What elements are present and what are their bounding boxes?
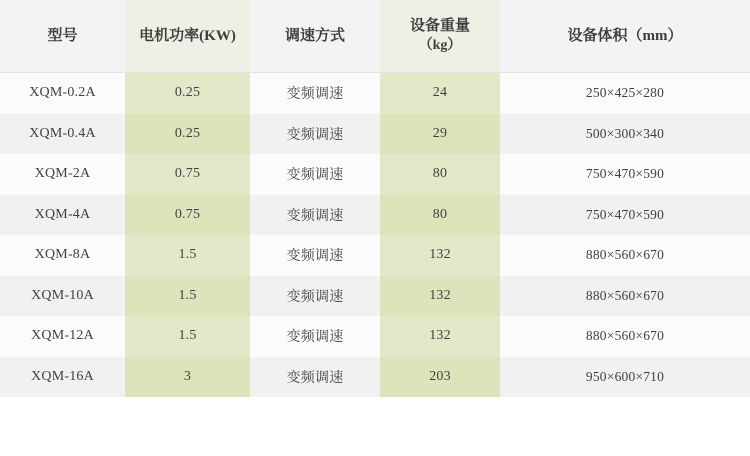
column-header-volume [500, 0, 750, 73]
column-header-speed-mode [250, 0, 380, 73]
cell-volume: 880×560×670 [500, 316, 750, 357]
table-row [0, 235, 750, 276]
cell-speed-mode: 变频调速 [250, 73, 380, 114]
cell-motor-power: 0.25 [125, 73, 250, 114]
table-header [0, 0, 750, 73]
cell-speed-mode: 变频调速 [250, 195, 380, 236]
cell-volume: 750×470×590 [500, 154, 750, 195]
table-row [0, 73, 750, 114]
table-row [0, 316, 750, 357]
column-header-model-label: 型号 [47, 27, 78, 44]
cell-model: XQM-0.4A [0, 114, 125, 155]
cell-speed-mode: 变频调速 [250, 276, 380, 317]
column-header-speed-mode-label: 调速方式 [284, 27, 345, 44]
cell-model: XQM-4A [0, 195, 125, 236]
cell-weight: 29 [380, 114, 500, 155]
cell-motor-power: 1.5 [125, 316, 250, 357]
cell-volume: 250×425×280 [500, 73, 750, 114]
cell-speed-mode: 变频调速 [250, 154, 380, 195]
cell-speed-mode: 变频调速 [250, 316, 380, 357]
column-header-weight-label: 设备重量 [409, 18, 470, 35]
cell-volume: 880×560×670 [500, 235, 750, 276]
table-row [0, 357, 750, 398]
table-row [0, 154, 750, 195]
column-header-motor-power-label: 电机功率(KW) [139, 27, 236, 44]
column-header-volume-label: 设备体积（mm） [567, 27, 683, 44]
column-header-weight [380, 0, 500, 73]
table-header-row [0, 0, 750, 73]
cell-weight: 24 [380, 73, 500, 114]
cell-weight: 132 [380, 316, 500, 357]
cell-volume: 880×560×670 [500, 276, 750, 317]
cell-weight: 203 [380, 357, 500, 398]
cell-volume: 500×300×340 [500, 114, 750, 155]
page-bottom-space [0, 397, 750, 453]
table-row [0, 195, 750, 236]
cell-model: XQM-2A [0, 154, 125, 195]
cell-weight: 132 [380, 276, 500, 317]
cell-speed-mode: 变频调速 [250, 235, 380, 276]
cell-motor-power: 1.5 [125, 235, 250, 276]
cell-weight: 80 [380, 154, 500, 195]
cell-model: XQM-0.2A [0, 73, 125, 114]
column-header-motor-power [125, 0, 250, 73]
column-header-model [0, 0, 125, 73]
cell-motor-power: 1.5 [125, 276, 250, 317]
cell-motor-power: 3 [125, 357, 250, 398]
cell-model: XQM-12A [0, 316, 125, 357]
table-row [0, 276, 750, 317]
cell-model: XQM-10A [0, 276, 125, 317]
cell-speed-mode: 变频调速 [250, 114, 380, 155]
table-row [0, 114, 750, 155]
cell-volume: 750×470×590 [500, 195, 750, 236]
table-body [0, 73, 750, 398]
cell-motor-power: 0.75 [125, 195, 250, 236]
cell-weight: 132 [380, 235, 500, 276]
cell-motor-power: 0.75 [125, 154, 250, 195]
cell-motor-power: 0.25 [125, 114, 250, 155]
column-header-weight-unit: （kg） [418, 37, 462, 53]
cell-speed-mode: 变频调速 [250, 357, 380, 398]
cell-volume: 950×600×710 [500, 357, 750, 398]
cell-model: XQM-8A [0, 235, 125, 276]
cell-model: XQM-16A [0, 357, 125, 398]
cell-weight: 80 [380, 195, 500, 236]
